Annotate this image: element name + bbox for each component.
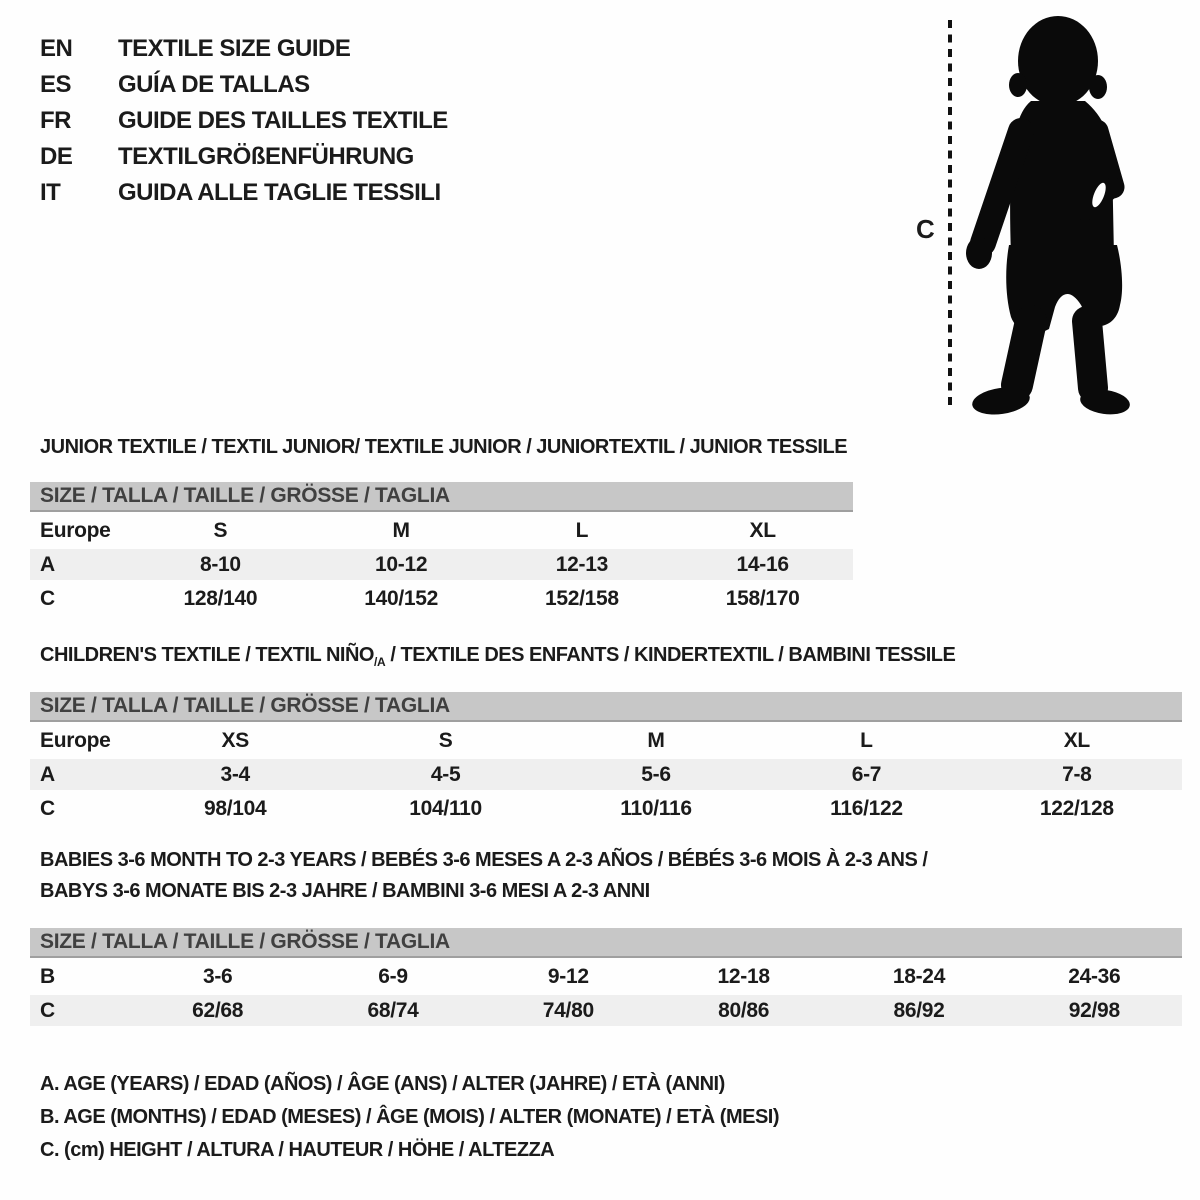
- lang-code-es: ES: [40, 71, 72, 98]
- children-height-m: 110/116: [620, 796, 692, 820]
- junior-age-s: 8-10: [199, 552, 241, 576]
- children-header-row: [30, 725, 1182, 756]
- children-height-l: 116/122: [830, 796, 903, 820]
- junior-section-title: JUNIOR TEXTILE / TEXTIL JUNIOR/ TEXTILE JUNIOR / JUNIORTEXTIL / JUNIOR TESSILE: [40, 436, 848, 458]
- children-size-m: M: [647, 728, 665, 752]
- babies-height-2: 68/74: [367, 998, 419, 1022]
- children-size-xs: XS: [221, 728, 249, 752]
- junior-region-label: Europe: [40, 518, 111, 542]
- babies-height-3: 74/80: [542, 998, 594, 1022]
- babies-height-6: 92/98: [1068, 998, 1120, 1022]
- junior-size-s: S: [213, 518, 228, 542]
- lang-title-it: GUIDA ALLE TAGLIE TESSILI: [118, 179, 441, 206]
- junior-height-s: 128/140: [183, 586, 258, 610]
- lang-title-es: GUÍA DE TALLAS: [118, 71, 310, 98]
- language-title-block: [40, 31, 448, 211]
- babies-height-row: [30, 995, 1182, 1026]
- junior-age-xl: 14-16: [736, 552, 789, 576]
- children-height-xl: 122/128: [1039, 796, 1114, 820]
- measurement-figure: [915, 5, 1165, 420]
- lang-title-de: TEXTILGRÖßENFÜHRUNG: [118, 143, 414, 170]
- footnote-a: A. AGE (YEARS) / EDAD (AÑOS) / ÂGE (ANS) / ALTER (JAHRE) / ETÀ (ANNI): [40, 1073, 725, 1095]
- babies-age-row: [30, 961, 1182, 992]
- junior-age-m: 10-12: [375, 552, 428, 576]
- footnote-c: C. (cm) HEIGHT / ALTURA / HAUTEUR / HÖHE / ALTEZZA: [40, 1139, 555, 1161]
- junior-size-l: L: [575, 518, 589, 542]
- lang-code-fr: FR: [40, 107, 71, 134]
- children-age-s: 4-5: [430, 762, 461, 786]
- babies-age-2: 6-9: [378, 964, 408, 988]
- children-title-prefix: CHILDREN'S TEXTILE / TEXTIL NIÑO: [40, 644, 374, 666]
- children-height-row: [30, 793, 1182, 824]
- babies-age-3: 9-12: [547, 964, 589, 988]
- junior-height-row: [30, 583, 853, 614]
- babies-age-row-label: B: [40, 964, 55, 988]
- footnote-b: B. AGE (MONTHS) / EDAD (MESES) / ÂGE (MOIS) / ALTER (MONATE) / ETÀ (MESI): [40, 1106, 780, 1128]
- babies-height-row-label: C: [40, 998, 55, 1022]
- junior-age-row-label: A: [40, 552, 55, 576]
- lang-row-it: [40, 175, 448, 211]
- babies-age-6: 24-36: [1068, 964, 1121, 988]
- junior-height-xl: 158/170: [725, 586, 800, 610]
- lang-title-fr: GUIDE DES TAILLES TEXTILE: [118, 107, 448, 134]
- babies-section-title: [40, 845, 927, 907]
- babies-title-line1: BABIES 3-6 MONTH TO 2-3 YEARS / BEBÉS 3-6 MESES A 2-3 AÑOS / BÉBÉS 3-6 MOIS À 2-3 ANS /: [40, 849, 928, 871]
- footnotes-block: [40, 1068, 779, 1167]
- babies-size-table: [30, 928, 1182, 1026]
- children-title-subscript: /A: [373, 655, 386, 669]
- babies-height-5: 86/92: [893, 998, 945, 1022]
- children-title-suffix: / TEXTILE DES ENFANTS / KINDERTEXTIL / BAMBINI TESSILE: [385, 644, 956, 666]
- junior-height-m: 140/152: [364, 586, 439, 610]
- children-height-row-label: C: [40, 796, 55, 820]
- children-height-s: 104/110: [409, 796, 482, 820]
- lang-code-it: IT: [40, 179, 61, 206]
- lang-code-de: DE: [40, 143, 73, 170]
- junior-height-row-label: C: [40, 586, 55, 610]
- babies-height-4: 80/86: [718, 998, 770, 1022]
- children-section-title: [40, 644, 955, 669]
- lang-code-en: EN: [40, 35, 73, 62]
- babies-title-line2: BABYS 3-6 MONATE BIS 2-3 JAHRE / BAMBINI 3-6 MESI A 2-3 ANNI: [40, 880, 650, 902]
- junior-age-l: 12-13: [555, 552, 608, 576]
- children-age-m: 5-6: [641, 762, 671, 786]
- children-size-l: L: [860, 728, 873, 752]
- lang-row-en: [40, 31, 448, 67]
- children-size-table: [30, 692, 1182, 824]
- children-age-row-label: A: [40, 762, 55, 786]
- lang-row-es: [40, 67, 448, 103]
- children-size-xl: XL: [1063, 728, 1090, 752]
- junior-size-xl: XL: [749, 518, 776, 542]
- children-age-row: [30, 759, 1182, 790]
- junior-size-table: [30, 482, 853, 614]
- lang-title-en: TEXTILE SIZE GUIDE: [118, 35, 351, 62]
- junior-height-l: 152/158: [544, 586, 619, 610]
- children-size-s: S: [438, 728, 453, 752]
- junior-size-bar: SIZE / TALLA / TAILLE / GRÖSSE / TAGLIA: [30, 482, 853, 512]
- children-size-bar: SIZE / TALLA / TAILLE / GRÖSSE / TAGLIA: [30, 692, 1182, 722]
- lang-row-fr: [40, 103, 448, 139]
- babies-age-5: 18-24: [892, 964, 946, 988]
- children-age-xs: 3-4: [220, 762, 250, 786]
- toddler-silhouette: [966, 16, 1131, 418]
- lang-row-de: [40, 139, 448, 175]
- junior-age-row: [30, 549, 853, 580]
- children-age-xl: 7-8: [1062, 762, 1092, 786]
- children-height-xs: 98/104: [203, 796, 267, 820]
- babies-age-1: 3-6: [202, 964, 233, 988]
- babies-height-1: 62/68: [192, 998, 244, 1022]
- children-region-label: Europe: [40, 728, 111, 752]
- junior-size-m: M: [392, 518, 410, 542]
- babies-size-bar: SIZE / TALLA / TAILLE / GRÖSSE / TAGLIA: [30, 928, 1182, 958]
- children-age-l: 6-7: [851, 762, 882, 786]
- figure-measure-label-c: C: [916, 214, 935, 244]
- junior-header-row: [30, 515, 853, 546]
- babies-age-4: 12-18: [717, 964, 770, 988]
